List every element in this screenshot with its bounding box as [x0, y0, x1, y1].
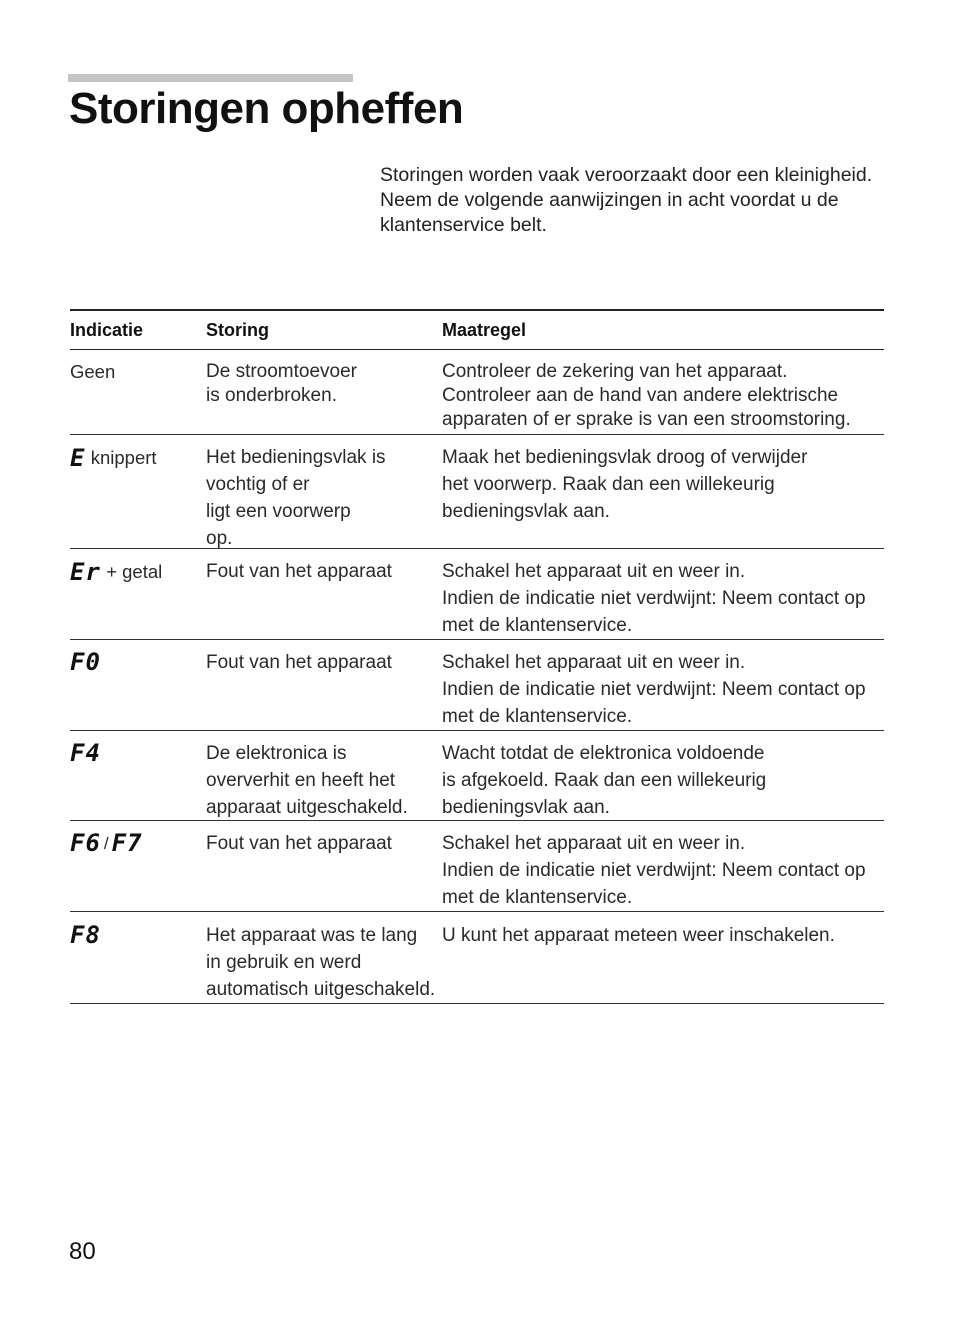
indicatie-cell: [70, 731, 206, 820]
display-code: F4: [70, 739, 101, 767]
maatregel-line: apparaten of er sprake is van een stroomstoring.: [442, 409, 851, 430]
maatregel-line: is afgekoeld. Raak dan een willekeurig: [442, 770, 767, 791]
storing-cell: [206, 821, 442, 911]
maatregel-line: Schakel het apparaat uit en weer in.: [442, 833, 746, 854]
storing-cell: [206, 912, 442, 1003]
storing-cell: [206, 350, 442, 434]
display-code: Er: [70, 558, 101, 586]
maatregel-cell: [442, 912, 884, 1003]
maatregel-cell: [442, 435, 884, 548]
maatregel-line: met de klantenservice.: [442, 615, 633, 636]
maatregel-cell: [442, 731, 884, 820]
display-code: F7: [111, 829, 143, 857]
storing-line: Het apparaat was te lang: [206, 925, 418, 946]
storing-cell: [206, 549, 442, 639]
storing-line: op.: [206, 528, 233, 549]
indicatie-cell: [70, 435, 206, 548]
display-code: E: [70, 444, 86, 472]
maatregel-line: bedieningsvlak aan.: [442, 501, 610, 522]
display-code: F8: [70, 921, 101, 949]
maatregel-line: Controleer de zekering van het apparaat.: [442, 361, 788, 382]
table-header: [70, 309, 884, 350]
maatregel-cell: [442, 350, 884, 434]
indicatie-cell: [70, 549, 206, 639]
column-header-maatregel: Maatregel: [442, 319, 527, 340]
display-code: F6: [70, 829, 101, 857]
maatregel-line: Indien de indicatie niet verdwijnt: Neem contact op: [442, 679, 866, 700]
maatregel-line: bedieningsvlak aan.: [442, 797, 610, 818]
storing-line: is onderbroken.: [206, 385, 337, 406]
troubleshooting-table: [70, 309, 884, 1004]
indicatie-cell: [70, 912, 206, 1003]
storing-line: Fout van het apparaat: [206, 833, 392, 854]
storing-cell: [206, 640, 442, 730]
maatregel-cell: [442, 821, 884, 911]
page-title: Storingen opheffen: [69, 84, 464, 133]
table-row: [70, 731, 884, 821]
table-row: [70, 350, 884, 435]
table-row: [70, 912, 884, 1004]
maatregel-cell: [442, 549, 884, 639]
indicatie-cell: [70, 821, 206, 911]
storing-cell: [206, 435, 442, 548]
maatregel-line: Maak het bedieningsvlak droog of verwijder: [442, 447, 808, 468]
table-row: [70, 549, 884, 640]
maatregel-line: Controleer aan de hand van andere elektrische: [442, 385, 839, 406]
maatregel-line: het voorwerp. Raak dan een willekeurig: [442, 474, 775, 495]
table-row: [70, 435, 884, 549]
storing-line: in gebruik en werd: [206, 952, 362, 973]
maatregel-line: met de klantenservice.: [442, 706, 633, 727]
page-number: 80: [69, 1238, 96, 1265]
table-row: [70, 821, 884, 912]
storing-cell: [206, 731, 442, 820]
column-header-indicatie: Indicatie: [70, 319, 144, 340]
code-separator: /: [103, 834, 109, 853]
table-row: [70, 640, 884, 731]
title-decoration-bar: [68, 74, 353, 82]
display-code: F0: [70, 648, 101, 676]
indicatie-cell: [70, 640, 206, 730]
storing-line: oververhit en heeft het: [206, 770, 396, 791]
indicatie-text: knippert: [90, 447, 157, 468]
indicatie-cell: [70, 350, 206, 434]
storing-line: Het bedieningsvlak is: [206, 447, 386, 468]
maatregel-line: U kunt het apparaat meteen weer inschakelen.: [442, 925, 835, 946]
maatregel-line: Wacht totdat de elektronica voldoende: [442, 743, 765, 764]
storing-line: ligt een voorwerp: [206, 501, 351, 522]
maatregel-line: met de klantenservice.: [442, 887, 633, 908]
column-header-storing: Storing: [206, 319, 269, 340]
maatregel-line: Schakel het apparaat uit en weer in.: [442, 561, 746, 582]
maatregel-line: Schakel het apparaat uit en weer in.: [442, 652, 746, 673]
intro-paragraph: Storingen worden vaak veroorzaakt door een kleinigheid. Neem de volgende aanwijzingen in acht voordat u de klantenservice belt.: [380, 164, 873, 236]
storing-line: vochtig of er: [206, 474, 310, 495]
maatregel-line: Indien de indicatie niet verdwijnt: Neem contact op: [442, 860, 866, 881]
maatregel-line: Indien de indicatie niet verdwijnt: Neem contact op: [442, 588, 866, 609]
storing-line: automatisch uitgeschakeld.: [206, 979, 436, 1000]
maatregel-cell: [442, 640, 884, 730]
storing-line: Fout van het apparaat: [206, 652, 392, 673]
storing-line: Fout van het apparaat: [206, 561, 392, 582]
storing-line: De stroomtoevoer: [206, 361, 358, 382]
storing-line: apparaat uitgeschakeld.: [206, 797, 408, 818]
storing-line: De elektronica is: [206, 743, 347, 764]
indicatie-text: Geen: [70, 361, 116, 382]
indicatie-text: + getal: [106, 561, 163, 582]
